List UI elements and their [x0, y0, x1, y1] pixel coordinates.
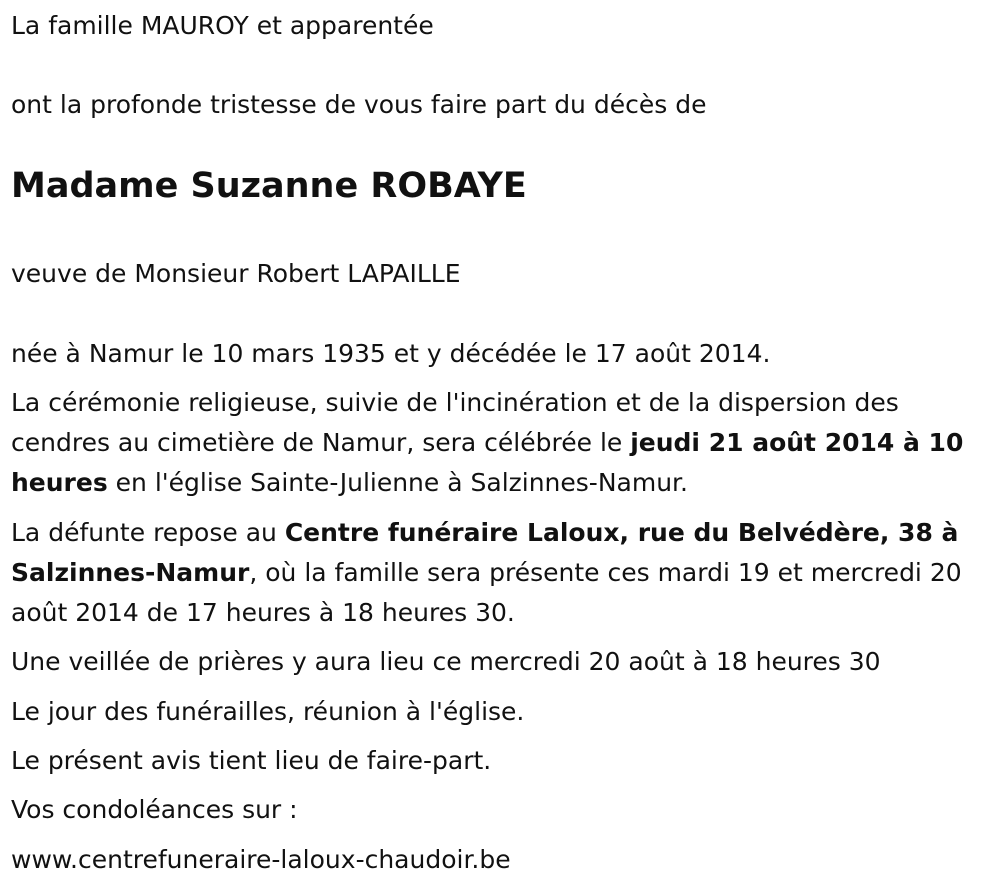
ceremony-datetime: jeudi 21 août 2014 à 10 heures [11, 428, 964, 497]
deceased-name: Madame Suzanne ROBAYE [11, 166, 527, 206]
rest-location: Centre funéraire Laloux, rue du Belvédère, 38 à Salzinnes-Namur [11, 518, 959, 587]
ceremony-text-before: La cérémonie religieuse, suivie de l'incinération et de la dispersion des cendres au cimetière de Namur, sera célébrée le [11, 388, 899, 457]
website-link[interactable]: www.centrefuneraire-laloux-chaudoir.be [11, 845, 511, 874]
birth-death-line: née à Namur le 10 mars 1935 et y décédée le 17 août 2014. [11, 339, 771, 368]
rest-text-after: , où la famille sera présente ces mardi 19 et mercredi 20 août 2014 de 17 heures à 18 heures 30. [11, 558, 962, 627]
ceremony-paragraph [11, 383, 986, 503]
funeral-day-line: Le jour des funérailles, réunion à l'église. [11, 697, 525, 726]
notice-line: Le présent avis tient lieu de faire-part. [11, 746, 492, 775]
family-line: La famille MAUROY et apparentée [11, 11, 434, 40]
rest-text-before: La défunte repose au [11, 518, 285, 547]
rest-paragraph [11, 513, 986, 633]
sadness-line: ont la profonde tristesse de vous faire part du décès de [11, 90, 707, 119]
condolences-line: Vos condoléances sur : [11, 795, 298, 824]
ceremony-text-after: en l'église Sainte-Julienne à Salzinnes-Namur. [107, 468, 688, 497]
vigil-line: Une veillée de prières y aura lieu ce mercredi 20 août à 18 heures 30 [11, 647, 881, 676]
widow-line: veuve de Monsieur Robert LAPAILLE [11, 259, 461, 288]
